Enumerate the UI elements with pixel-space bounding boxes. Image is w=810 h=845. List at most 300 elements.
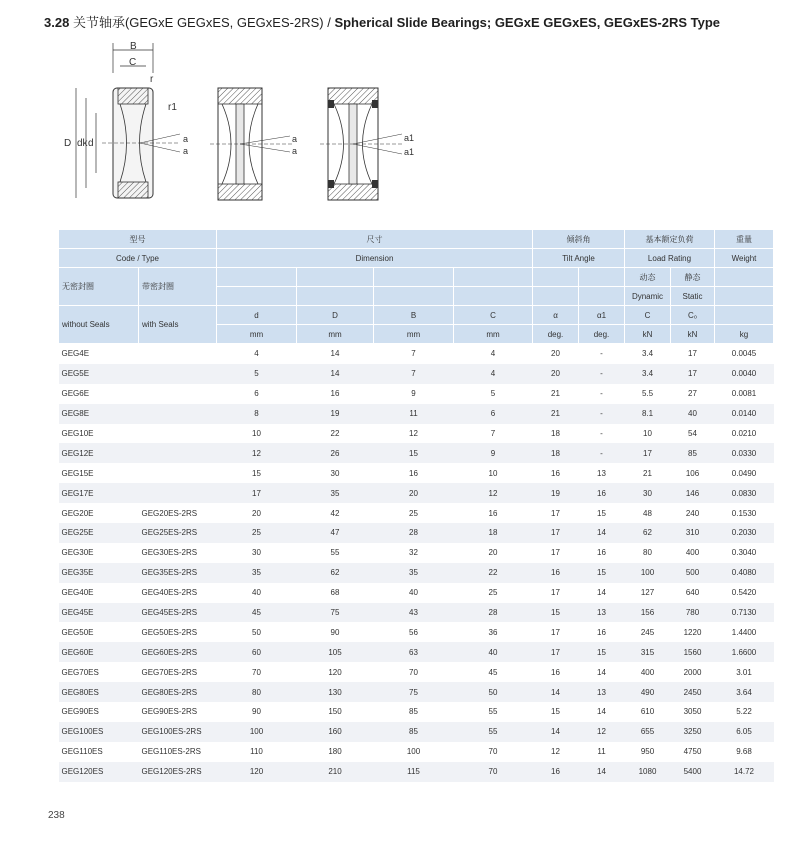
cell-dynamic-c: 21	[643, 468, 652, 478]
cell-code-seal	[139, 364, 217, 384]
cell-D: 19	[297, 404, 374, 424]
cell-code-no-seal: GEG25E	[59, 523, 139, 543]
cell-code-no-seal: GEG50E	[61, 627, 94, 637]
cell-alpha: 16	[551, 667, 560, 677]
cell-static-c0: 5400	[671, 762, 715, 782]
cell-d: 80	[217, 682, 297, 702]
cell-d: 30	[252, 548, 261, 558]
dim-label-D: D	[64, 138, 72, 149]
cell-B: 115	[374, 762, 454, 782]
table-row	[59, 702, 774, 722]
cell-code-no-seal: GEG12E	[59, 443, 139, 463]
dim-label-C: C	[129, 57, 137, 68]
header-tilt-cn: 倾斜角	[533, 230, 625, 249]
cell-alpha1: 13	[597, 468, 606, 478]
table-row	[59, 344, 774, 364]
cell-D: 120	[328, 667, 342, 677]
cell-code-no-seal: GEG40E	[61, 588, 94, 598]
unit-alpha1: deg.	[579, 325, 625, 344]
unit-weight: kg	[715, 325, 774, 344]
cell-static-c0: 27	[688, 389, 697, 399]
table-body	[59, 344, 774, 782]
cell-alpha1: 14	[579, 523, 625, 543]
cell-B: 12	[409, 429, 418, 438]
cell-B: 20	[374, 483, 454, 503]
cell-dynamic-c: 1080	[625, 762, 671, 782]
cell-weight: 0.7130	[715, 603, 774, 623]
cell-D: 22	[330, 429, 340, 438]
cell-D: 105	[297, 642, 374, 662]
cell-alpha1: 16	[579, 483, 625, 503]
cell-alpha: 16	[533, 563, 579, 583]
table-row	[59, 722, 774, 742]
cell-static-c0: 780	[671, 603, 715, 623]
cell-code-seal	[139, 463, 217, 483]
cell-code-no-seal: GEG110ES	[61, 747, 103, 757]
cell-d: 35	[217, 563, 297, 583]
title-english: Spherical Slide Bearings; GEGxE GEGxES, GEGxES-2RS Type	[334, 15, 720, 30]
cell-D: 150	[328, 707, 342, 717]
cell-D: 30	[330, 468, 340, 478]
cell-B: 7	[374, 364, 454, 384]
cell-code-no-seal: GEG60E	[59, 642, 139, 662]
cell-D: 14	[330, 349, 340, 359]
cell-code-seal: GEG40ES-2RS	[141, 588, 198, 598]
cell-code-no-seal: GEG8E	[59, 404, 139, 424]
cell-C: 28	[454, 603, 533, 623]
cell-alpha: 16	[551, 468, 560, 478]
header-col-static-c0: C₀	[671, 306, 715, 325]
cell-alpha: 17	[551, 508, 560, 518]
table-row	[59, 742, 774, 762]
cell-code-seal: GEG25ES-2RS	[139, 523, 217, 543]
cell-alpha1: -	[579, 443, 625, 463]
cell-code-seal: GEG100ES-2RS	[139, 722, 217, 742]
header-col-alpha: α	[533, 306, 579, 325]
header-dynamic-cn: 动态	[625, 268, 671, 287]
cell-d: 120	[217, 762, 297, 782]
cell-alpha: 17	[551, 588, 560, 598]
cell-C: 36	[488, 627, 498, 637]
page-number: 238	[48, 810, 65, 821]
cell-weight: 3.64	[715, 682, 774, 702]
cell-code-no-seal: GEG10E	[61, 429, 94, 438]
cell-weight: 0.0330	[715, 443, 774, 463]
cell-alpha1: -	[600, 349, 603, 359]
cell-static-c0: 3250	[671, 722, 715, 742]
angle-label-a1-bottom: a1	[404, 147, 415, 157]
header-code-en: Code / Type	[59, 249, 217, 268]
cell-alpha1: 16	[597, 548, 606, 558]
header-static-en: Static	[671, 287, 715, 306]
cell-alpha1: 13	[579, 603, 625, 623]
cell-code-seal: GEG20ES-2RS	[141, 508, 198, 518]
header-col-C: C	[454, 306, 533, 325]
dim-label-dk: dk	[77, 138, 88, 149]
cell-weight: 0.4080	[715, 563, 774, 583]
header-load-en: Load Rating	[625, 249, 715, 268]
cell-weight: 3.01	[736, 667, 752, 677]
cell-B: 35	[374, 563, 454, 583]
cell-D: 35	[297, 483, 374, 503]
angle-label-a1-top: a1	[404, 133, 415, 143]
cell-B: 32	[409, 548, 418, 558]
cell-d: 6	[254, 389, 259, 399]
unit-d: mm	[217, 325, 297, 344]
cell-C: 16	[488, 508, 498, 518]
cell-alpha: 14	[533, 722, 579, 742]
header-weight-cn: 重量	[715, 230, 774, 249]
cell-weight: 0.0045	[731, 349, 757, 359]
cell-D: 62	[297, 563, 374, 583]
cell-code-no-seal: GEG15E	[61, 468, 94, 478]
cell-d: 17	[217, 483, 297, 503]
unit-alpha: deg.	[533, 325, 579, 344]
cell-code-seal: GEG90ES-2RS	[141, 707, 198, 717]
cell-alpha: 20	[533, 364, 579, 384]
table-row	[59, 384, 774, 404]
cell-d: 70	[252, 667, 261, 677]
cell-weight: 9.68	[736, 747, 752, 757]
cell-code-no-seal: GEG4E	[61, 349, 90, 359]
cell-D: 180	[328, 747, 342, 757]
cell-C: 55	[488, 707, 498, 717]
cell-alpha: 17	[551, 548, 560, 558]
cell-code-seal: GEG45ES-2RS	[139, 603, 217, 623]
cell-static-c0: 146	[671, 483, 715, 503]
cell-alpha: 20	[551, 349, 560, 359]
cell-dynamic-c: 30	[625, 483, 671, 503]
cell-code-seal: GEG60ES-2RS	[139, 642, 217, 662]
cell-dynamic-c: 10	[643, 429, 652, 438]
cell-static-c0: 17	[671, 364, 715, 384]
cell-weight: 0.5420	[731, 588, 757, 598]
cell-C: 5	[490, 389, 496, 399]
cell-d: 4	[254, 349, 259, 359]
angle-label-a-bottom: a	[183, 146, 189, 156]
cell-dynamic-c: 127	[640, 588, 655, 598]
bearing-sealed-section-view	[320, 88, 414, 200]
cell-alpha1: 15	[579, 563, 625, 583]
header-tilt-en: Tilt Angle	[533, 249, 625, 268]
cell-alpha1: 13	[579, 682, 625, 702]
cell-C: 70	[454, 762, 533, 782]
cell-code-no-seal: GEG70ES	[61, 667, 99, 677]
dim-label-r1: r1	[168, 102, 177, 113]
cell-alpha: 17	[533, 642, 579, 662]
cell-code-seal	[139, 384, 217, 404]
angle-label-a-section-top: a	[292, 134, 298, 144]
table-row	[59, 404, 774, 424]
cell-B: 25	[409, 508, 418, 518]
bearing-section-view	[210, 88, 297, 200]
cell-static-c0: 1220	[683, 627, 702, 637]
header-dimension-en: Dimension	[217, 249, 533, 268]
header-weight-en: Weight	[715, 249, 774, 268]
cell-code-seal: GEG70ES-2RS	[141, 667, 198, 677]
cell-static-c0: 85	[671, 443, 715, 463]
cell-C: 4	[490, 349, 496, 359]
cell-code-seal: GEG120ES-2RS	[139, 762, 217, 782]
table-row	[59, 662, 774, 682]
table-row	[59, 682, 774, 702]
cell-static-c0: 640	[685, 588, 700, 598]
cell-static-c0: 310	[671, 523, 715, 543]
table-row	[59, 543, 774, 563]
table-row	[59, 762, 774, 782]
cell-code-no-seal: GEG30E	[61, 548, 94, 558]
bearing-external-view	[64, 41, 188, 198]
cell-weight: 0.0081	[731, 389, 757, 399]
cell-B: 16	[409, 468, 418, 478]
cell-code-no-seal: GEG120ES	[59, 762, 139, 782]
cell-static-c0: 106	[685, 468, 700, 478]
cell-C: 22	[454, 563, 533, 583]
cell-static-c0: 3050	[683, 707, 702, 717]
cell-d: 8	[217, 404, 297, 424]
cell-C: 9	[454, 443, 533, 463]
table-row	[59, 463, 774, 483]
cell-code-no-seal: GEG35E	[59, 563, 139, 583]
cell-C: 20	[488, 548, 498, 558]
table-row	[59, 563, 774, 583]
table-row	[59, 424, 774, 444]
header-code-cn: 型号	[59, 230, 217, 249]
table-row	[59, 503, 774, 523]
cell-dynamic-c: 5.5	[641, 389, 654, 399]
bearing-diagrams	[40, 38, 460, 228]
angle-label-a-top: a	[183, 134, 189, 144]
cell-static-c0: 2450	[671, 682, 715, 702]
cell-C: 10	[488, 468, 498, 478]
cell-C: 7	[490, 429, 496, 438]
cell-B: 70	[409, 667, 418, 677]
cell-d: 5	[217, 364, 297, 384]
cell-code-no-seal: GEG17E	[59, 483, 139, 503]
cell-alpha1: 16	[597, 627, 606, 637]
cell-code-seal: GEG30ES-2RS	[141, 548, 198, 558]
bearing-spec-table	[58, 229, 774, 782]
cell-d: 15	[252, 468, 261, 478]
header-col-d: d	[217, 306, 297, 325]
cell-code-no-seal: GEG100ES	[59, 722, 139, 742]
cell-static-c0: 500	[671, 563, 715, 583]
cell-D: 16	[330, 389, 340, 399]
cell-weight: 6.05	[715, 722, 774, 742]
cell-B: 40	[409, 588, 418, 598]
table-row	[59, 364, 774, 384]
dim-label-d: d	[88, 138, 94, 149]
cell-code-no-seal: GEG90ES	[61, 707, 99, 717]
cell-dynamic-c: 80	[643, 548, 652, 558]
cell-code-seal	[139, 344, 217, 364]
cell-code-seal: GEG80ES-2RS	[139, 682, 217, 702]
cell-D: 26	[297, 443, 374, 463]
cell-B: 100	[406, 747, 421, 757]
cell-B: 85	[374, 722, 454, 742]
cell-dynamic-c: 610	[640, 707, 655, 717]
cell-code-seal: GEG110ES-2RS	[141, 747, 201, 757]
page-title	[44, 12, 720, 31]
cell-dynamic-c: 8.1	[625, 404, 671, 424]
cell-B: 85	[409, 707, 418, 717]
header-col-alpha1: α1	[579, 306, 625, 325]
cell-alpha: 18	[551, 429, 560, 438]
cell-d: 45	[217, 603, 297, 623]
cell-alpha1: -	[579, 404, 625, 424]
cell-d: 110	[250, 747, 263, 757]
cell-code-no-seal: GEG45E	[59, 603, 139, 623]
cell-C: 45	[488, 667, 498, 677]
cell-alpha: 14	[533, 682, 579, 702]
cell-code-seal	[139, 424, 217, 444]
cell-dynamic-c: 950	[640, 747, 655, 757]
cell-dynamic-c: 490	[625, 682, 671, 702]
cell-C: 4	[454, 364, 533, 384]
cell-D: 130	[297, 682, 374, 702]
cell-d: 40	[252, 588, 261, 598]
cell-C: 50	[454, 682, 533, 702]
cell-alpha1: -	[600, 389, 603, 399]
cell-weight: 0.0490	[731, 468, 757, 478]
cell-code-no-seal: GEG6E	[61, 389, 90, 399]
header-col-dynamic-c: C	[625, 306, 671, 325]
cell-B: 75	[374, 682, 454, 702]
cell-static-c0: 17	[688, 349, 697, 359]
cell-B: 56	[409, 627, 418, 637]
cell-C: 55	[454, 722, 533, 742]
cell-code-seal	[139, 483, 217, 503]
header-dimension-cn: 尺寸	[217, 230, 533, 249]
cell-dynamic-c: 655	[625, 722, 671, 742]
dim-label-B: B	[130, 41, 137, 52]
cell-D: 75	[297, 603, 374, 623]
cell-code-no-seal: GEG20E	[61, 508, 94, 518]
unit-static: kN	[671, 325, 715, 344]
cell-alpha: 21	[551, 389, 560, 399]
cell-code-seal	[139, 443, 217, 463]
cell-B: 28	[374, 523, 454, 543]
cell-D: 68	[330, 588, 340, 598]
cell-alpha1: 14	[597, 707, 606, 717]
cell-alpha1: -	[600, 429, 603, 438]
cell-dynamic-c: 48	[643, 508, 652, 518]
section-number: 3.28	[44, 15, 70, 30]
cell-dynamic-c: 400	[640, 667, 655, 677]
cell-weight: 0.0140	[715, 404, 774, 424]
cell-weight: 1.6600	[715, 642, 774, 662]
cell-C: 6	[454, 404, 533, 424]
cell-alpha1: 15	[579, 642, 625, 662]
header-col-D: D	[297, 306, 374, 325]
cell-static-c0: 54	[688, 429, 697, 438]
cell-alpha1: 14	[597, 667, 606, 677]
cell-alpha: 17	[551, 627, 560, 637]
title-chinese: 关节轴承(GEGxE GEGxES, GEGxES-2RS) /	[72, 15, 335, 30]
cell-d: 20	[252, 508, 261, 518]
cell-B: 7	[411, 349, 416, 359]
cell-dynamic-c: 156	[625, 603, 671, 623]
cell-weight: 0.0040	[715, 364, 774, 384]
cell-code-no-seal: GEG5E	[59, 364, 139, 384]
unit-C: mm	[454, 325, 533, 344]
cell-D: 90	[330, 627, 340, 637]
dim-label-r: r	[150, 74, 154, 85]
table-row	[59, 642, 774, 662]
cell-weight: 0.1530	[731, 508, 757, 518]
cell-alpha: 21	[533, 404, 579, 424]
table-row	[59, 603, 774, 623]
cell-d: 60	[217, 642, 297, 662]
cell-dynamic-c: 245	[640, 627, 655, 637]
cell-alpha1: 14	[579, 762, 625, 782]
cell-D: 14	[297, 364, 374, 384]
cell-C: 18	[454, 523, 533, 543]
cell-alpha: 17	[533, 523, 579, 543]
cell-D: 47	[297, 523, 374, 543]
cell-alpha1: 11	[597, 747, 606, 757]
table-row	[59, 583, 774, 603]
cell-B: 43	[374, 603, 454, 623]
cell-static-c0: 40	[671, 404, 715, 424]
cell-weight: 0.2030	[715, 523, 774, 543]
header-seal-cn: 带密封圈	[139, 268, 217, 306]
cell-weight: 0.0830	[715, 483, 774, 503]
unit-dynamic: kN	[625, 325, 671, 344]
cell-B: 15	[374, 443, 454, 463]
cell-weight: 14.72	[715, 762, 774, 782]
cell-C: 25	[488, 588, 498, 598]
cell-code-no-seal: GEG80ES	[59, 682, 139, 702]
cell-C: 12	[454, 483, 533, 503]
cell-alpha1: 14	[597, 588, 606, 598]
cell-d: 10	[252, 429, 261, 438]
cell-static-c0: 4750	[683, 747, 702, 757]
cell-alpha1: -	[579, 364, 625, 384]
angle-label-a-section-bottom: a	[292, 146, 298, 156]
cell-alpha1: 12	[579, 722, 625, 742]
unit-D: mm	[297, 325, 374, 344]
cell-code-seal	[139, 404, 217, 424]
cell-dynamic-c: 100	[625, 563, 671, 583]
header-no-seal-en: without Seals	[59, 306, 139, 344]
cell-D: 42	[330, 508, 340, 518]
cell-static-c0: 240	[685, 508, 700, 518]
unit-B: mm	[374, 325, 454, 344]
cell-d: 100	[217, 722, 297, 742]
cell-static-c0: 400	[685, 548, 700, 558]
cell-dynamic-c: 315	[625, 642, 671, 662]
cell-alpha: 18	[533, 443, 579, 463]
cell-weight: 1.4400	[731, 627, 757, 637]
cell-weight: 0.0210	[731, 429, 757, 438]
table-row	[59, 622, 774, 642]
cell-d: 25	[217, 523, 297, 543]
cell-B: 63	[374, 642, 454, 662]
table-row	[59, 523, 774, 543]
header-no-seal-cn: 无密封圈	[59, 268, 139, 306]
cell-d: 12	[217, 443, 297, 463]
cell-D: 55	[330, 548, 340, 558]
cell-D: 160	[297, 722, 374, 742]
cell-alpha1: 15	[597, 508, 606, 518]
cell-D: 210	[297, 762, 374, 782]
cell-alpha: 15	[551, 707, 560, 717]
cell-alpha: 16	[533, 762, 579, 782]
header-dynamic-en: Dynamic	[625, 287, 671, 306]
cell-dynamic-c: 3.4	[625, 364, 671, 384]
cell-alpha: 19	[533, 483, 579, 503]
